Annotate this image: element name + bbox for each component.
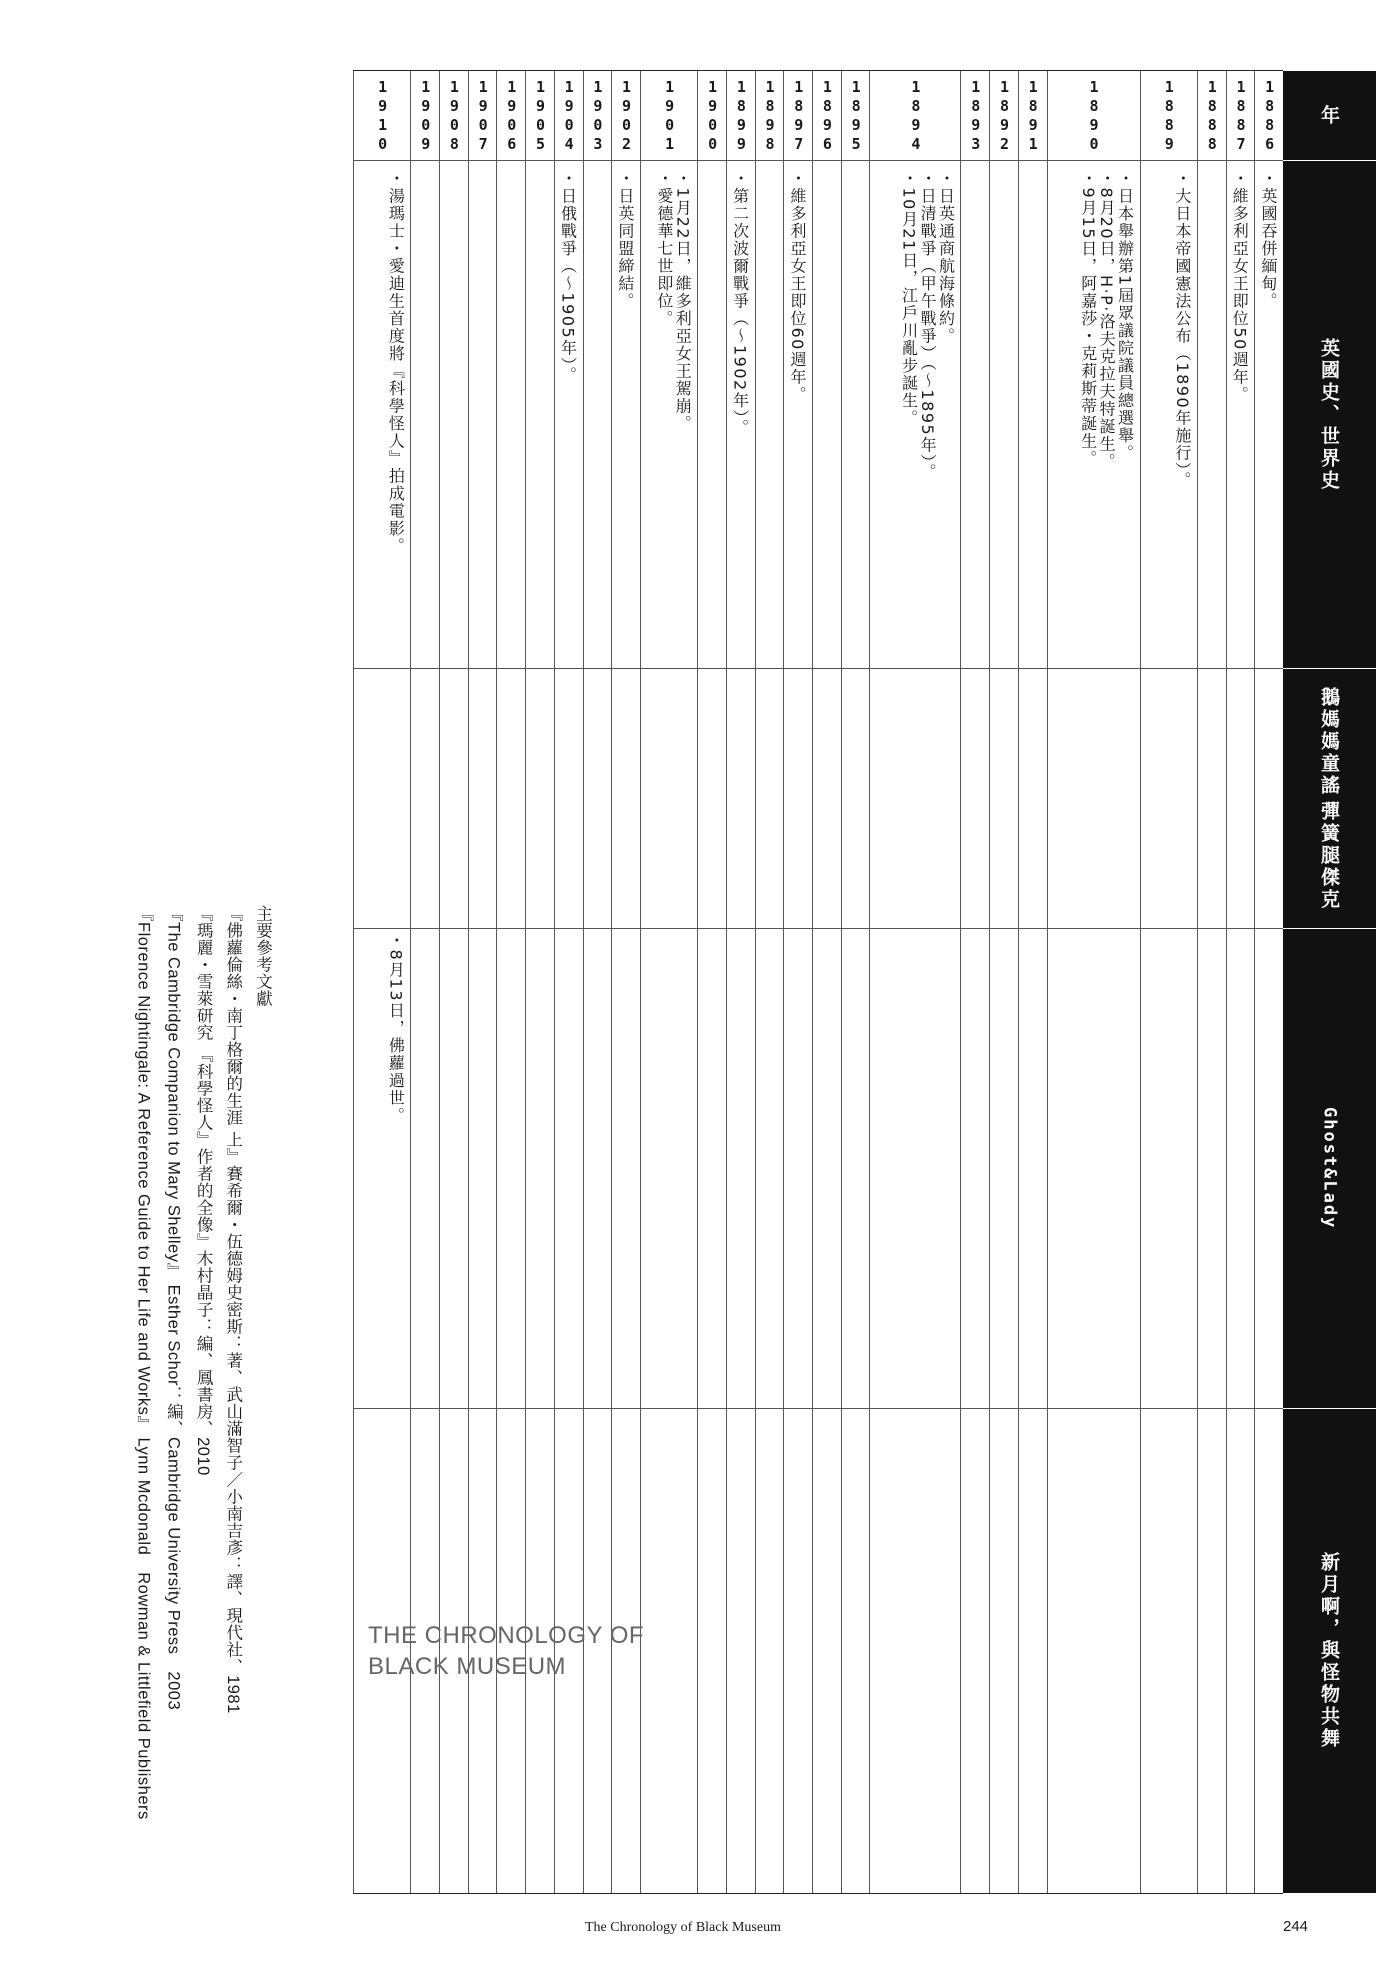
year-label: 1902 (617, 78, 636, 154)
header-year-label: 年 (1318, 104, 1340, 127)
header-story3-label: 新月啊，與怪物共舞 (1318, 1552, 1340, 1750)
year-label: 1910 (373, 78, 392, 154)
history-event: ・湯瑪士・愛迪生首度將『科學怪人』拍成電影。 (386, 170, 406, 555)
year-label: 1898 (761, 78, 780, 154)
history-event: ・大日本帝國憲法公布（1890年施行）。 (1172, 170, 1192, 489)
footer-title: The Chronology of Black Museum (585, 1920, 781, 1935)
watermark-line-1: THE CHRONOLOGY OF (368, 1622, 645, 1649)
year-column (1047, 70, 1140, 1893)
year-label: 1896 (818, 78, 837, 154)
history-event: ・日英同盟締結。 (615, 170, 635, 310)
history-event: ・第二次波爾戰爭（〜1902年）。 (730, 170, 750, 437)
reference-item: 『The Cambridge Companion to Mary Shelley』 Esther Schor：編、Cambridge University Press 2003 (164, 905, 183, 1711)
history-event: ・日英通商航海條約。 ・日清戰爭（甲午戰爭）（〜1895年）。 ・10月21日，江戶川亂步誕生。 (899, 170, 956, 481)
year-label: 1905 (531, 78, 550, 154)
history-event: ・維多利亞女王即位50週年。 (1230, 170, 1250, 404)
year-label: 1903 (588, 78, 607, 154)
history-event: ・日俄戰爭（〜1905年）。 (558, 170, 578, 384)
year-label: 1901 (660, 78, 679, 154)
section-divider (353, 1408, 1283, 1409)
year-label: 1888 (1203, 78, 1222, 154)
year-column (755, 70, 784, 1893)
year-column (812, 70, 841, 1893)
year-label: 1891 (1024, 78, 1043, 154)
page-number: 244 (1283, 1918, 1309, 1935)
year-column (783, 70, 812, 1893)
year-label: 1908 (445, 78, 464, 154)
references (128, 905, 276, 1865)
year-column (1018, 70, 1047, 1893)
year-label: 1887 (1231, 78, 1250, 154)
year-column (640, 70, 697, 1893)
year-column (726, 70, 755, 1893)
year-label: 1907 (474, 78, 493, 154)
watermark-line-2: BLACK MUSEUM (368, 1653, 567, 1681)
reference-item: 『瑪麗・雪萊研究 『科學怪人』作者的全像』木村晶子：編、鳳書房、2010 (194, 905, 213, 1476)
section-divider (353, 668, 1283, 669)
year-label: 1894 (906, 78, 925, 154)
year-column (1197, 70, 1226, 1893)
year-column (1140, 70, 1197, 1893)
year-column (869, 70, 960, 1893)
history-event: ・英國吞併緬甸。 (1258, 170, 1278, 310)
year-column (1226, 70, 1255, 1893)
section-divider (353, 928, 1283, 929)
header-story2 (1283, 928, 1376, 1408)
header-history-label: 英國史、世界史 (1318, 337, 1340, 492)
reference-item: 『Florence Nightingale: A Reference Guide to Her Life and Works』 Lynn Mcdonald Rowman & Littlefield Publishers (134, 905, 153, 1820)
table-left-border (353, 70, 354, 1893)
year-column (989, 70, 1018, 1893)
year-label: 1892 (995, 78, 1014, 154)
year-label: 1899 (732, 78, 751, 154)
header-history (1283, 160, 1376, 668)
header-story1 (1283, 668, 1376, 928)
year-column (841, 70, 870, 1893)
year-label: 1893 (966, 78, 985, 154)
year-column (1254, 70, 1283, 1893)
year-label: 1900 (703, 78, 722, 154)
year-column (960, 70, 989, 1893)
year-label: 1906 (502, 78, 521, 154)
header-story1-line: 彈簧腿傑克 (1318, 800, 1340, 911)
reference-item: 『佛蘿倫絲・南丁格爾的生涯 上』賽希爾・伍德姆史密斯：著、武山滿智子／小南吉彥：譯、現代社、1981 (223, 905, 242, 1714)
watermark-text (368, 1620, 644, 1682)
header-story2-label: Ghost&Lady (1319, 1107, 1340, 1230)
year-label: 1890 (1085, 78, 1104, 154)
references-title: 主要參考文獻 (253, 905, 272, 1007)
table-top-border (353, 70, 1283, 71)
header-story3 (1283, 1408, 1376, 1893)
year-label: 1909 (416, 78, 435, 154)
year-label: 1895 (847, 78, 866, 154)
ghost-lady-event: ・8月13日，佛蘿過世。 (386, 932, 406, 1125)
year-column (697, 70, 726, 1893)
header-story1-line: 鵝媽媽童謠 (1318, 686, 1340, 797)
year-label: 1886 (1260, 78, 1279, 154)
section-divider (353, 160, 1283, 161)
history-event: ・維多利亞女王即位60週年。 (788, 170, 808, 404)
year-label: 1889 (1160, 78, 1179, 154)
year-label: 1904 (560, 78, 579, 154)
header-story1-label (1316, 687, 1343, 911)
history-event: ・1月22日，維多利亞女王駕崩。 ・愛德華七世即位。 (654, 170, 693, 433)
header-year (1283, 70, 1376, 160)
history-event: ・日本舉辦第1屆眾議院議員總選舉。 ・8月20日，H·P·洛夫克拉夫特誕生。 ・9月15日，阿嘉莎・克莉斯蒂誕生。 (1078, 170, 1135, 471)
year-label: 1897 (789, 78, 808, 154)
